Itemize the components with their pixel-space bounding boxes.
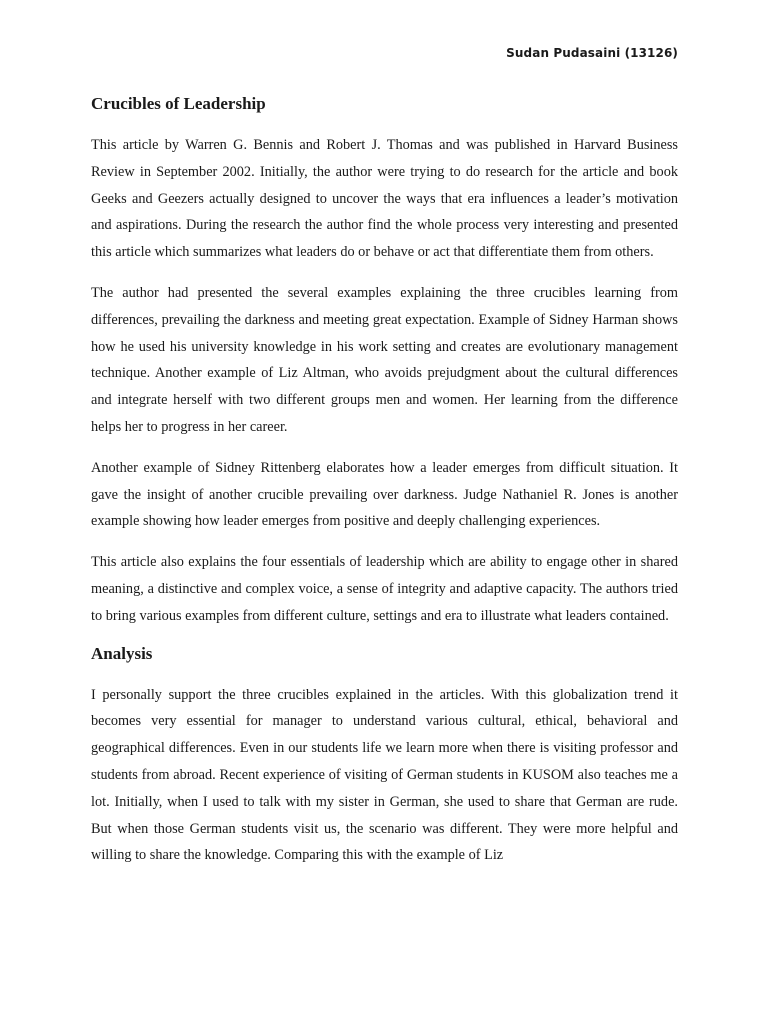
summary-paragraph-3: Another example of Sidney Rittenberg elaborates how a leader emerges from difficult situation. It gave the insight of another crucible prevailing over darkness. Judge Nathaniel R. Jones is another example showing how leader emerges from positive and deeply challenging experiences. <box>91 459 678 530</box>
summary-paragraph-4: This article also explains the four essentials of leadership which are ability to engage other in shared meaning, a distinctive and complex voice, a sense of integrity and adaptive capacity. The authors tried to bring various examples from different culture, settings and era to illustrate what leaders contained. <box>91 554 678 624</box>
summary-paragraph-2: The author had presented the several examples explaining the three crucibles learning from differences, prevailing the darkness and meeting great expectation. Example of Sidney Harman shows how he used his university knowledge in his work setting and creates are evolutionary management technique. Another example of Liz Altman, who avoids prejudgment about the cultural differences and integrate herself with two different groups men and women. Her learning from the difference helps her to progress in her career. <box>91 284 678 435</box>
author-header: Sudan Pudasaini (13126) <box>506 46 678 60</box>
analysis-paragraph-1: I personally support the three crucibles explained in the articles. With this globalization trend it becomes very essential for manager to understand various cultural, ethical, behavioral and geographical differences. Even in our students life we learn more when there is visiting professor and students from abroad. Recent experience of visiting of German students in KUSOM also teaches me a lot. Initially, when I used to talk with my sister in German, she used to share that German are rude. But when those German students visit us, the scenario was different. They were more helpful and willing to share the knowledge. Comparing this with the example of Liz <box>91 686 678 864</box>
article-title: Crucibles of Leadership <box>91 94 266 113</box>
document-body <box>91 90 678 883</box>
analysis-heading: Analysis <box>91 643 153 663</box>
summary-paragraph-1: This article by Warren G. Bennis and Robert J. Thomas and was published in Harvard Business Review in September 2002. Initially, the author were trying to do research for the article and book Geeks and Geezers actually designed to uncover the ways that era influences a leader’s motivation and aspirations. During the research the author find the whole process very interesting and presented this article which summarizes what leaders do or behave or act that differentiate them from others. <box>91 137 678 261</box>
